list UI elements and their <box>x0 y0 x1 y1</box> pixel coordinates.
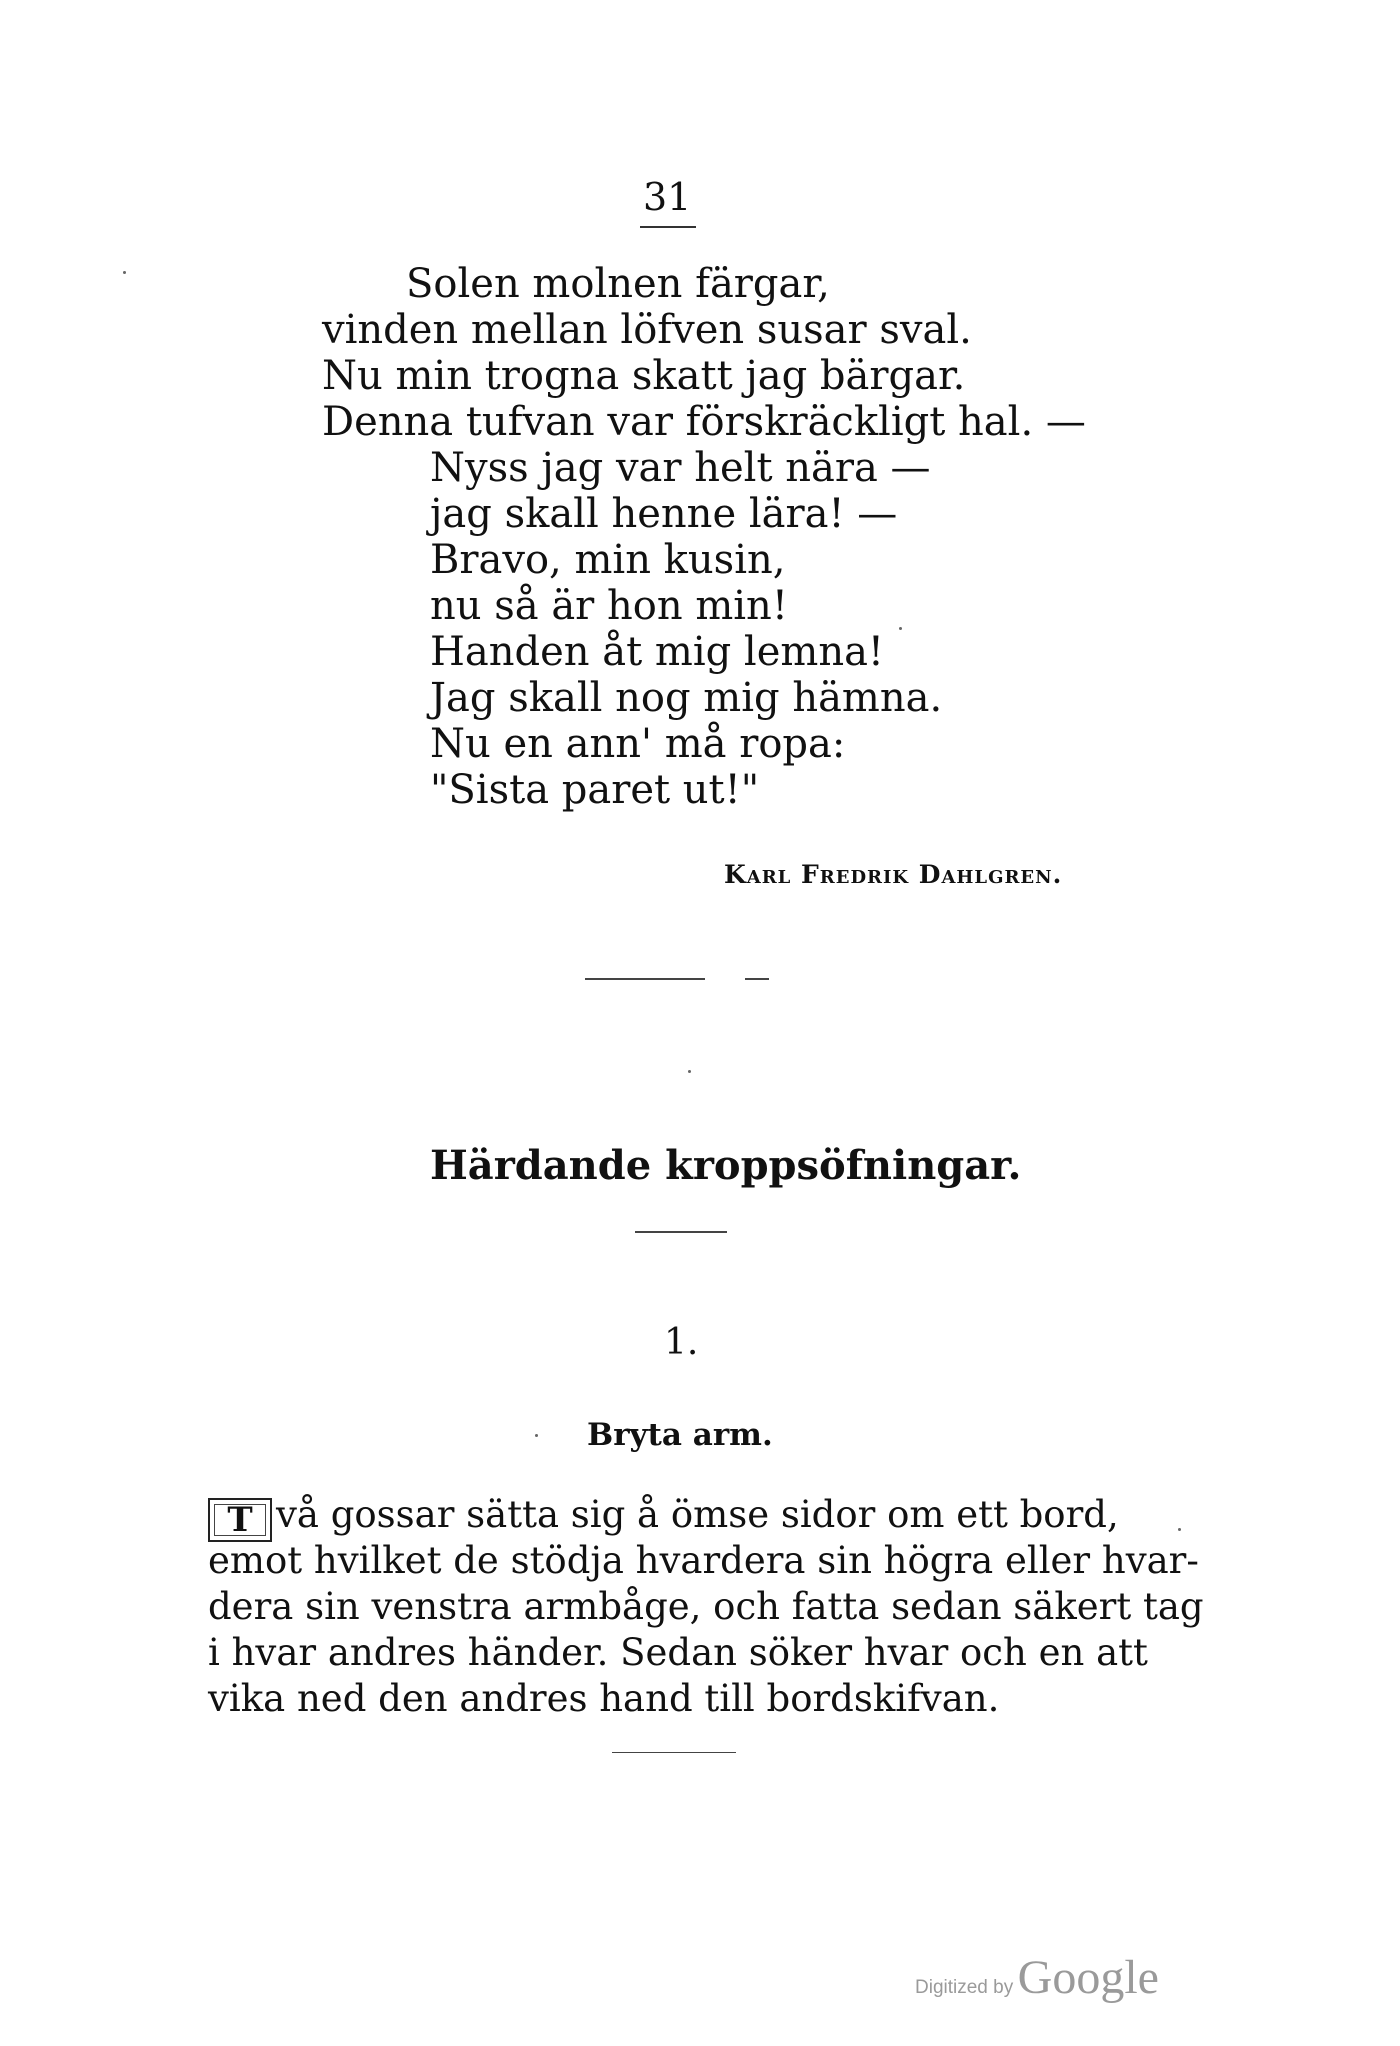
paragraph-line <box>208 1492 1119 1542</box>
poem-line: Nu en ann' må ropa: <box>430 721 846 767</box>
paragraph-line: vika ned den andres hand till bordskifvan. <box>208 1677 1000 1720</box>
section-heading: Härdande kroppsöfningar. <box>430 1142 1022 1189</box>
digitized-watermark <box>915 1950 1159 2005</box>
paragraph-line: emot hvilket de stödja hvardera sin högra eller hvar- <box>208 1539 1199 1582</box>
poem-line: Denna tufvan var förskräckligt hal. — <box>322 399 1086 445</box>
end-rule <box>612 1752 736 1753</box>
decorated-initial: T <box>208 1498 272 1542</box>
paragraph-line: i hvar andres händer. Sedan söker hvar och en att <box>208 1631 1148 1674</box>
poem-line: Jag skall nog mig hämna. <box>430 675 943 721</box>
poem-line: nu så är hon min! <box>430 583 788 629</box>
poem-line: Handen åt mig lemna! <box>430 629 885 675</box>
heading-rule <box>635 1231 727 1233</box>
print-speck <box>1178 1528 1181 1531</box>
page-number-rule <box>640 226 696 228</box>
print-speck <box>899 627 902 630</box>
poem-line: "Sista paret ut!" <box>430 767 760 813</box>
watermark-prefix: Digitized by <box>915 1977 1014 1998</box>
page-number: 31 <box>643 175 692 219</box>
poem-line: Nu min trogna skatt jag bärgar. <box>322 353 966 399</box>
poem-line: Nyss jag var helt nära — <box>430 445 931 491</box>
print-speck <box>123 271 126 274</box>
poem-author: Karl Fredrik Dahlgren. <box>724 860 1063 889</box>
section-divider <box>585 978 705 980</box>
poem-line: vinden mellan löfven susar sval. <box>322 307 972 353</box>
exercise-number: 1. <box>664 1322 699 1363</box>
poem-line: Solen molnen färgar, <box>406 261 830 307</box>
paragraph-line: dera sin venstra armbåge, och fatta sedan säkert tag <box>208 1585 1204 1628</box>
google-logo: Google <box>1017 1951 1159 2004</box>
poem-line: jag skall henne lära! — <box>430 491 898 537</box>
section-divider-tail <box>745 978 769 980</box>
print-speck <box>535 1434 538 1437</box>
exercise-title: Bryta arm. <box>587 1417 773 1453</box>
poem-line: Bravo, min kusin, <box>430 537 786 583</box>
paragraph-line-text: vå gossar sätta sig å ömse sidor om ett bord, <box>276 1493 1119 1536</box>
print-speck <box>688 1070 691 1073</box>
